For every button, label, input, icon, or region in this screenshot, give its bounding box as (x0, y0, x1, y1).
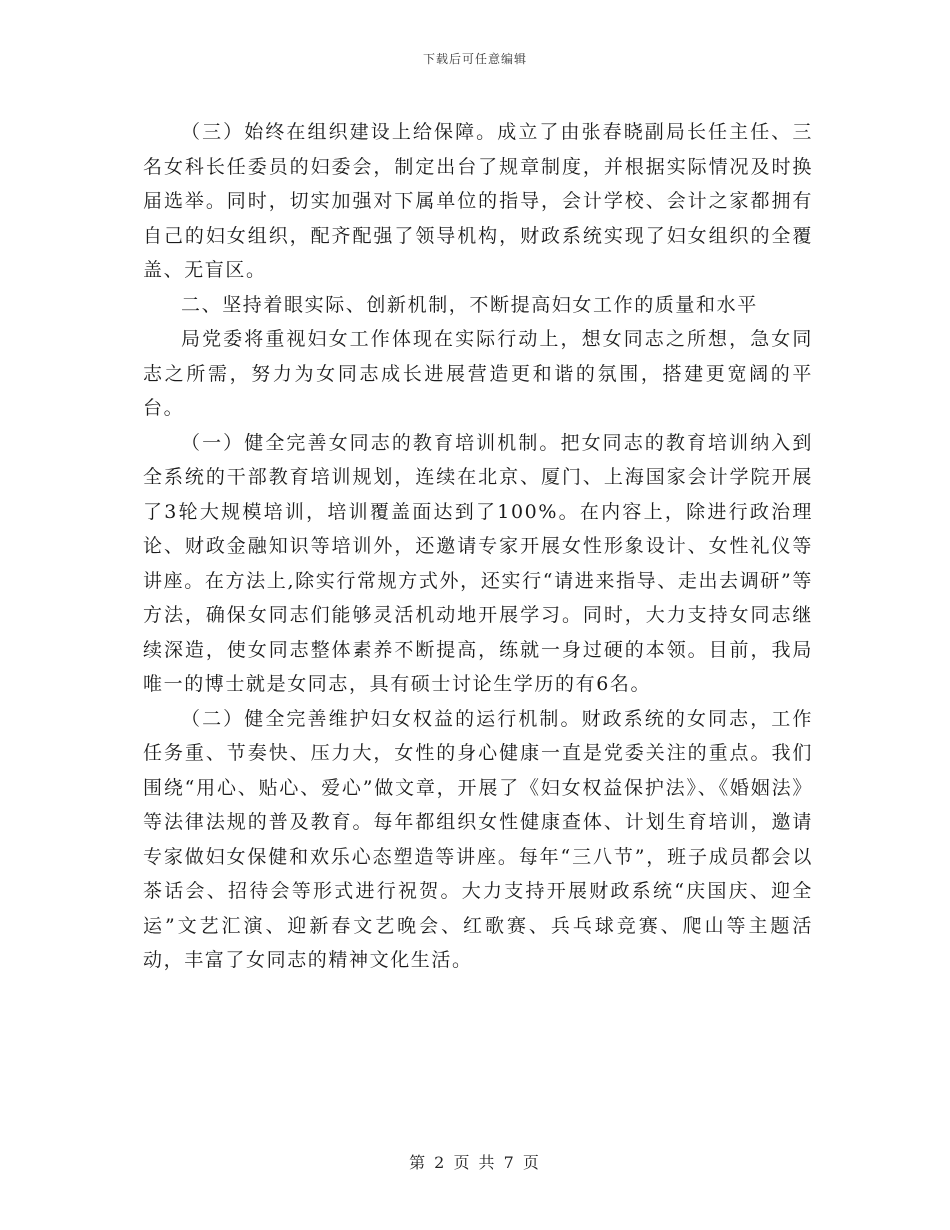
page-header-note: 下载后可任意编辑 (422, 52, 527, 66)
paragraph-education-training: （一）健全完善女同志的教育培训机制。把女同志的教育培训纳入到全系统的干部教育培训规划，连续在北京、厦门、上海国家会计学院开展了3轮大规模培训，培训覆盖面达到了100%。在内容上，除进行政治理论、财政金融知识等培训外，还邀请专家开展女性形象设计、女性礼仪等讲座。在方法上,除实行常规方式外，还实行“请进来指导、走出去调研”等方法，确保女同志们能够灵活机动地开展学习。同时，大力支持女同志继续深造，使女同志整体素养不断提高，练就一身过硬的本领。目前，我局唯一的博士就是女同志，具有硕士讨论生学历的有6名。 (143, 431, 813, 695)
section-heading-two: 二、坚持着眼实际、创新机制，不断提高妇女工作的质量和水平 (181, 293, 758, 316)
paragraph-rights-protection: （二）健全完善维护妇女权益的运行机制。财政系统的女同志，工作任务重、节奏快、压力大，女性的身心健康一直是党委关注的重点。我们围绕“用心、贴心、爱心”做文章，开展了《妇女权益保护法》、《婚姻法》等法律法规的普及教育。每年都组织女性健康查体、计划生育培训，邀请专家做妇女保健和欢乐心态塑造等讲座。每年“三八节”，班子成员都会以茶话会、招待会等形式进行祝贺。大力支持开展财政系统“庆国庆、迎全运”文艺汇演、迎新春文艺晚会、红歌赛、兵乓球竞赛、爬山等主题活动，丰富了女同志的精神文化生活。 (143, 707, 813, 971)
paragraph-party-committee: 局党委将重视妇女工作体现在实际行动上，想女同志之所想，急女同志之所需，努力为女同志成长进展营造更和谐的氛围，搭建更宽阔的平台。 (143, 328, 813, 419)
document-body (143, 115, 813, 978)
page-number-footer: 第 2 页 共 7 页 (409, 1153, 541, 1172)
paragraph-organization-building: （三）始终在组织建设上给保障。成立了由张春晓副局长任主任、三名女科长任委员的妇委会，制定出台了规章制度，并根据实际情况及时换届选举。同时，切实加强对下属单位的指导，会计学校、会计之家都拥有自己的妇女组织，配齐配强了领导机构，财政系统实现了妇女组织的全覆盖、无盲区。 (143, 121, 813, 281)
